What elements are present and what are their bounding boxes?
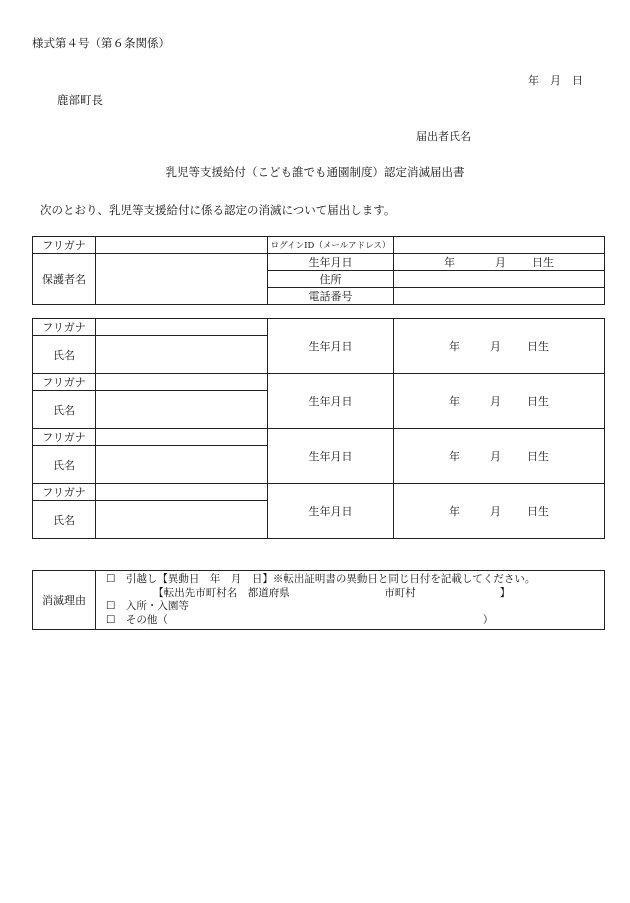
guardian-phone-label: 電話番号 (268, 288, 394, 305)
child-dob-field[interactable] (394, 319, 605, 374)
child-name-field[interactable] (96, 446, 268, 484)
child-name-field[interactable] (96, 501, 268, 539)
child-dob-value: 年 月 日生 (449, 395, 549, 408)
applicant-name-label: 届出者氏名 (416, 130, 471, 143)
child-furigana-field[interactable] (96, 484, 268, 501)
child-name-label: 氏名 (33, 336, 96, 374)
login-id-field[interactable] (394, 237, 605, 254)
reason-enrollment-option[interactable]: ☐ 入所・入園等 (106, 600, 189, 612)
child-dob-value: 年 月 日生 (449, 450, 549, 463)
form-number: 様式第４号（第６条関係） (32, 36, 170, 50)
child-furigana-label: フリガナ (33, 429, 96, 446)
intro-text: 次のとおり、乳児等支援給付に係る認定の消滅について届出します。 (40, 203, 396, 217)
child-furigana-field[interactable] (96, 374, 268, 391)
child-dob-value: 年 月 日生 (449, 505, 549, 518)
child-furigana-field[interactable] (96, 319, 268, 336)
guardian-furigana-label: フリガナ (33, 237, 96, 254)
children-table (32, 318, 605, 539)
child-name-label: 氏名 (33, 501, 96, 539)
guardian-dob-value: 年 月 日生 (444, 256, 554, 269)
child-row (33, 374, 605, 391)
child-row (33, 319, 605, 336)
guardian-name-label: 保護者名 (33, 254, 96, 305)
child-furigana-label: フリガナ (33, 319, 96, 336)
guardian-name-field[interactable] (96, 254, 268, 305)
reason-other-option[interactable]: ☐ その他（ ） (106, 613, 494, 626)
child-dob-field[interactable] (394, 484, 605, 539)
addressee: 鹿部町長 (57, 93, 103, 107)
guardian-dob-label: 生年月日 (268, 254, 394, 271)
child-furigana-field[interactable] (96, 429, 268, 446)
child-row (33, 429, 605, 446)
child-name-field[interactable] (96, 336, 268, 374)
guardian-phone-field[interactable] (394, 288, 605, 305)
date-line: 年 月 日 (528, 74, 583, 87)
child-dob-label: 生年月日 (268, 429, 394, 484)
child-row (33, 484, 605, 501)
child-name-field[interactable] (96, 391, 268, 429)
child-dob-field[interactable] (394, 429, 605, 484)
guardian-address-field[interactable] (394, 271, 605, 288)
child-dob-label: 生年月日 (268, 374, 394, 429)
reason-table (32, 570, 605, 630)
child-dob-label: 生年月日 (268, 319, 394, 374)
child-furigana-label: フリガナ (33, 484, 96, 501)
reason-moving-destination[interactable]: 【転出先市町村名 都道府県 市町村 】 (106, 586, 511, 599)
guardian-table (32, 236, 605, 305)
login-id-label: ログインID（メールアドレス） (268, 237, 394, 254)
child-dob-value: 年 月 日生 (449, 340, 549, 353)
reason-options (96, 571, 605, 630)
guardian-furigana-field[interactable] (96, 237, 268, 254)
child-name-label: 氏名 (33, 391, 96, 429)
child-furigana-label: フリガナ (33, 374, 96, 391)
child-dob-field[interactable] (394, 374, 605, 429)
child-dob-label: 生年月日 (268, 484, 394, 539)
guardian-dob-field[interactable] (394, 254, 605, 271)
reason-moving-option[interactable]: ☐ 引越し【異動日 年 月 日】※転出証明書の異動日と同じ日付を記載してください。 (106, 573, 536, 585)
reason-label: 消滅理由 (33, 571, 96, 630)
child-name-label: 氏名 (33, 446, 96, 484)
document-title: 乳児等支援給付（こども誰でも通園制度）認定消滅届出書 (165, 165, 465, 179)
guardian-address-label: 住所 (268, 271, 394, 288)
